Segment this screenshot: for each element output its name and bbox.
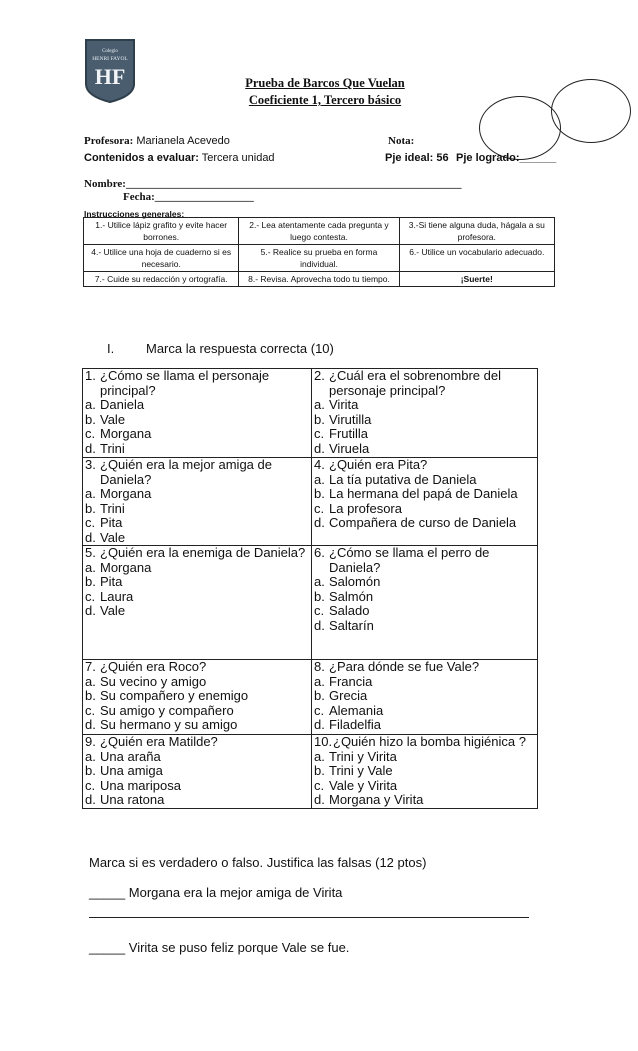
teacher-label: Profesora:: [84, 135, 134, 147]
option-label: Compañera de curso de Daniela: [329, 515, 517, 530]
page-title: Prueba de Barcos Que Vuelan: [245, 76, 405, 90]
answer-option: [85, 561, 311, 576]
question-number: 1.: [85, 368, 96, 383]
option-label: Daniela: [100, 397, 145, 412]
answer-option: [314, 427, 537, 442]
instructions-row: [84, 272, 555, 287]
instruction-cell: 5.- Realice su prueba en forma individual.: [239, 245, 399, 272]
answer-option: [314, 779, 537, 794]
option-label: Salmón: [329, 588, 374, 604]
answer-option: [85, 516, 311, 531]
answer-option: [314, 619, 537, 634]
option-label: Una mariposa: [100, 777, 181, 793]
answer-option: [314, 487, 537, 502]
answer-option: [85, 427, 311, 442]
instruction-cell: 8.- Revisa. Aprovecha todo tu tiempo.: [239, 272, 399, 287]
option-letter: b.: [85, 500, 96, 516]
option-label: Trini y Virita: [329, 748, 397, 764]
answer-option: [85, 718, 311, 733]
option-label: Una ratona: [100, 792, 165, 807]
instruction-cell: 1.- Utilice lápiz grafito y evite hacer borrones.: [84, 218, 239, 245]
ideal-score: Pje ideal: 56: [385, 152, 449, 164]
name-field: Nombre:_____________________________________________________________: [84, 178, 462, 190]
question-cell: [312, 546, 538, 660]
answer-option: [314, 590, 537, 605]
option-letter: b.: [85, 411, 96, 427]
question-label: ¿Quién era Roco?: [100, 659, 207, 674]
option-label: Vale: [100, 529, 126, 545]
option-letter: c.: [85, 515, 96, 530]
school-logo: [84, 38, 136, 104]
option-letter: d.: [85, 603, 96, 618]
option-letter: d.: [314, 717, 325, 732]
option-label: Alemania: [329, 702, 384, 718]
question-text: [314, 735, 537, 750]
option-letter: b.: [85, 688, 96, 703]
question-text: [85, 458, 311, 487]
option-label: Una amiga: [100, 763, 163, 778]
answer-option: [314, 502, 537, 517]
question-cell: [83, 660, 312, 735]
answer-option: [85, 531, 311, 546]
answer-option: [85, 689, 311, 704]
question-cell: [83, 546, 312, 660]
answer-option: [85, 675, 311, 690]
option-letter: c.: [85, 426, 96, 441]
option-letter: a.: [85, 397, 96, 412]
achieved-score: Pje logrado:______: [456, 152, 557, 164]
instruction-cell: 6.- Utilice un vocabulario adecuado.: [399, 245, 554, 272]
option-letter: d.: [85, 717, 96, 732]
option-letter: c.: [85, 702, 96, 718]
option-label: Trini: [100, 440, 125, 456]
option-label: Laura: [100, 588, 134, 604]
option-letter: c.: [314, 603, 325, 618]
option-label: Salomón: [329, 574, 381, 589]
option-letter: c.: [85, 588, 96, 604]
question-cell: [312, 735, 538, 809]
question-text: [314, 369, 537, 398]
section-number: I.: [107, 341, 115, 356]
logo-school-name: HENRI FAYOL: [92, 56, 128, 62]
contents-line: [84, 152, 275, 164]
option-letter: c.: [314, 702, 325, 718]
option-label: Grecia: [329, 688, 368, 703]
option-letter: d.: [314, 515, 325, 530]
option-letter: a.: [314, 748, 325, 764]
option-label: Francia: [329, 673, 373, 689]
question-label: ¿Cómo se llama el personaje principal?: [100, 368, 270, 398]
question-number: 8.: [314, 659, 325, 674]
question-label: ¿Quién era Matilde?: [100, 734, 218, 749]
answer-option: [85, 750, 311, 765]
option-letter: c.: [314, 777, 325, 793]
question-cell: [83, 735, 312, 809]
instruction-cell: 7.- Cuide su redacción y ortografía.: [84, 272, 239, 287]
instructions-table: [83, 217, 555, 287]
question-label: ¿Quién era la mejor amiga de Daniela?: [100, 457, 272, 487]
option-label: Vale: [100, 411, 126, 427]
question-label: ¿Para dónde se fue Vale?: [329, 659, 480, 674]
truefalse-instruction: Marca si es verdadero o falso. Justifica las falsas (12 ptos): [89, 855, 427, 870]
section-title: Marca la respuesta correcta (10): [146, 341, 334, 356]
option-label: Su vecino y amigo: [100, 673, 207, 689]
logo-small-text: Colegio: [102, 49, 118, 54]
option-letter: b.: [85, 574, 96, 589]
answer-option: [85, 779, 311, 794]
option-label: La profesora: [329, 500, 402, 516]
option-letter: d.: [314, 440, 325, 456]
option-label: Su compañero y enemigo: [100, 688, 249, 703]
truefalse-item: _____ Morgana era la mejor amiga de Virita: [89, 885, 343, 900]
question-number: 5.: [85, 545, 96, 560]
question-label: ¿Quién era Pita?: [329, 457, 428, 472]
question-cell: [83, 458, 312, 546]
question-cell: [312, 458, 538, 546]
question-text: [314, 546, 537, 575]
answer-option: [85, 704, 311, 719]
answer-option: [314, 516, 537, 531]
grade-oval-left: [479, 96, 561, 160]
option-letter: a.: [314, 673, 325, 689]
option-label: Trini y Vale: [329, 763, 393, 778]
option-letter: c.: [85, 777, 96, 793]
option-label: Morgana: [100, 486, 152, 501]
instructions-title: Instrucciones generales:: [84, 209, 185, 219]
question-number: 7.: [85, 659, 96, 674]
answer-option: [85, 604, 311, 619]
question-number: 2.: [314, 368, 325, 383]
instruction-cell: 4.- Utilice una hoja de cuaderno si es necesario.: [84, 245, 239, 272]
answer-option: [314, 764, 537, 779]
teacher-line: [84, 135, 230, 147]
option-letter: d.: [314, 792, 325, 807]
option-letter: b.: [314, 763, 325, 778]
answer-option: [85, 590, 311, 605]
option-letter: a.: [314, 397, 325, 412]
option-label: Morgana: [100, 426, 152, 441]
answer-option: [314, 718, 537, 733]
question-number: 4.: [314, 457, 325, 472]
question-label: ¿Cómo se llama el perro de Daniela?: [329, 545, 490, 575]
option-label: Filadelfia: [329, 717, 382, 732]
logo-initials: HF: [94, 64, 126, 89]
instruction-cell: 2.- Lea atentamente cada pregunta y luego contesta.: [239, 218, 399, 245]
question-number: 6.: [314, 545, 325, 560]
option-label: Una araña: [100, 748, 161, 764]
question-text: [85, 735, 311, 750]
answer-option: [314, 442, 537, 457]
answer-option: [314, 689, 537, 704]
question-label: ¿Quién hizo la bomba higiénica ?: [333, 734, 526, 749]
answer-option: [85, 793, 311, 808]
option-letter: d.: [314, 617, 325, 633]
option-label: Frutilla: [329, 426, 369, 441]
date-field: Fecha:__________________: [123, 191, 254, 203]
option-letter: b.: [314, 588, 325, 604]
option-letter: a.: [85, 673, 96, 689]
option-letter: c.: [314, 500, 325, 516]
option-letter: d.: [85, 529, 96, 545]
contents-value: Tercera unidad: [201, 152, 275, 164]
truefalse-item: _____ Virita se puso feliz porque Vale se fue.: [89, 940, 350, 955]
instruction-cell: ¡Suerte!: [399, 272, 554, 287]
question-text: [85, 369, 311, 398]
question-cell: [312, 369, 538, 458]
question-text: [85, 546, 311, 561]
option-letter: b.: [85, 763, 96, 778]
option-letter: a.: [85, 486, 96, 501]
answer-option: [314, 750, 537, 765]
question-cell: [83, 369, 312, 458]
option-label: Virita: [329, 397, 359, 412]
option-label: Saltarín: [329, 617, 374, 633]
contents-label: Contenidos a evaluar:: [84, 152, 199, 164]
option-label: Pita: [100, 574, 123, 589]
option-label: La hermana del papá de Daniela: [329, 486, 518, 501]
page-subtitle: Coeficiente 1, Tercero básico: [248, 93, 402, 107]
option-label: Vale: [100, 603, 126, 618]
answer-option: [85, 413, 311, 428]
option-letter: b.: [314, 411, 325, 427]
question-number: 9.: [85, 734, 96, 749]
instructions-row: [84, 218, 555, 245]
answer-option: [85, 575, 311, 590]
option-label: Vale y Virita: [329, 777, 398, 793]
option-label: Su hermano y su amigo: [100, 717, 238, 732]
answer-option: [314, 575, 537, 590]
option-label: Pita: [100, 515, 123, 530]
option-letter: b.: [314, 486, 325, 501]
option-letter: a.: [85, 748, 96, 764]
answer-option: [314, 675, 537, 690]
answer-option: [314, 704, 537, 719]
option-label: La tía putativa de Daniela: [329, 471, 477, 487]
option-letter: a.: [85, 559, 96, 575]
instructions-row: [84, 245, 555, 272]
option-label: Su amigo y compañero: [100, 702, 234, 718]
grade-oval-right: [551, 79, 631, 143]
answer-option: [314, 793, 537, 808]
question-label: ¿Cuál era el sobrenombre del personaje principal?: [329, 368, 501, 398]
option-letter: d.: [85, 792, 96, 807]
answer-option: [85, 764, 311, 779]
option-label: Virutilla: [329, 411, 372, 427]
question-text: [314, 458, 537, 473]
question-text: [314, 660, 537, 675]
option-label: Morgana y Virita: [329, 792, 424, 807]
instruction-cell: 3.-Si tiene alguna duda, hágala a su profesora.: [399, 218, 554, 245]
answer-option: [85, 487, 311, 502]
answer-option: [314, 604, 537, 619]
answer-option: [85, 442, 311, 457]
question-number: 3.: [85, 457, 96, 472]
answer-option: [314, 413, 537, 428]
answer-option: [85, 502, 311, 517]
option-letter: d.: [85, 440, 96, 456]
answer-option: [314, 473, 537, 488]
question-number: 10.: [314, 734, 333, 749]
option-label: Trini: [100, 500, 125, 516]
option-letter: a.: [314, 471, 325, 487]
answer-option: [85, 398, 311, 413]
option-label: Salado: [329, 603, 370, 618]
question-text: [85, 660, 311, 675]
question-cell: [312, 660, 538, 735]
teacher-value: Marianela Acevedo: [136, 135, 230, 147]
question-label: ¿Quién era la enemiga de Daniela?: [100, 545, 306, 560]
option-letter: c.: [314, 426, 325, 441]
option-label: Viruela: [329, 440, 370, 456]
option-letter: b.: [314, 688, 325, 703]
answer-option: [314, 398, 537, 413]
option-letter: a.: [314, 574, 325, 589]
questions-table: [82, 368, 538, 809]
grade-label: Nota:: [388, 135, 415, 147]
option-label: Morgana: [100, 559, 152, 575]
justification-line: [89, 916, 529, 918]
